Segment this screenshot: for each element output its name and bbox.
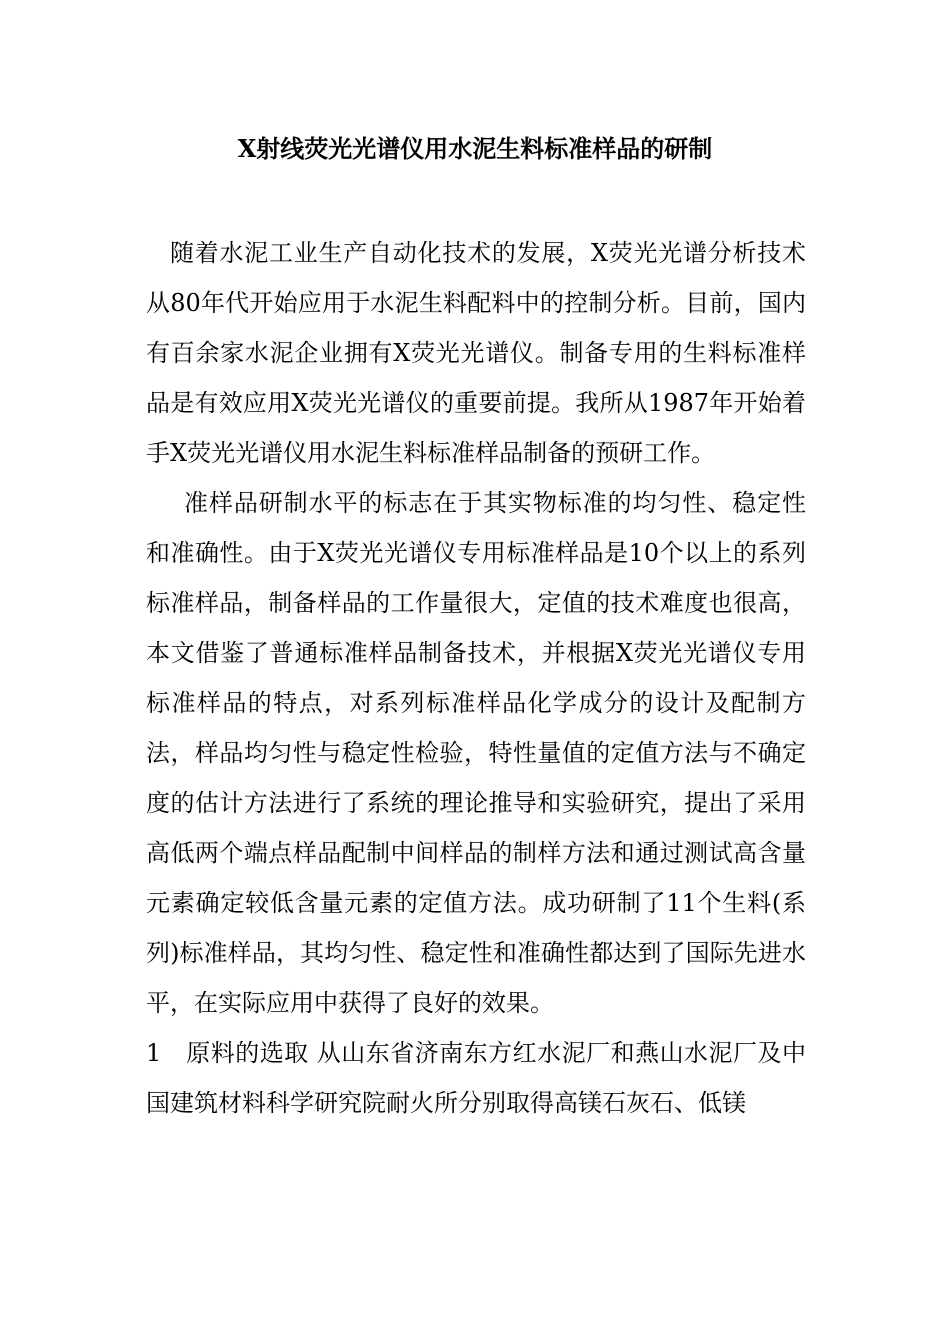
- document-title: X射线荧光光谱仪用水泥生料标准样品的研制: [237, 134, 713, 163]
- document-body: [146, 228, 806, 1128]
- paragraph-intro: 随着水泥工业生产自动化技术的发展，X荧光光谱分析技术从80年代开始应用于水泥生料配料中的控制分析。目前，国内有百余家水泥企业拥有X荧光光谱仪。制备专用的生料标准样品是有效应用X荧光光谱仪的重要前提。我所从1987年开始着手X荧光光谱仪用水泥生料标准样品制备的预研工作。: [146, 239, 806, 467]
- paragraph-section-1: 1 原料的选取 从山东省济南东方红水泥厂和燕山水泥厂及中国建筑材料科学研究院耐火所分别取得高镁石灰石、低镁: [146, 1039, 806, 1117]
- paragraph-research: 准样品研制水平的标志在于其实物标准的均匀性、稳定性和准确性。由于X荧光光谱仪专用标准样品是10个以上的系列标准样品，制备样品的工作量很大，定值的技术难度也很高，本文借鉴了普通标准样品制备技术，并根据X荧光光谱仪专用标准样品的特点，对系列标准样品化学成分的设计及配制方法，样品均匀性与稳定性检验，特性量值的定值方法与不确定度的估计方法进行了系统的理论推导和实验研究，提出了采用高低两个端点样品配制中间样品的制样方法和通过测试高含量元素确定较低含量元素的定值方法。成功研制了11个生料(系列)标准样品，其均匀性、稳定性和准确性都达到了国际先进水平，在实际应用中获得了良好的效果。: [146, 489, 806, 1017]
